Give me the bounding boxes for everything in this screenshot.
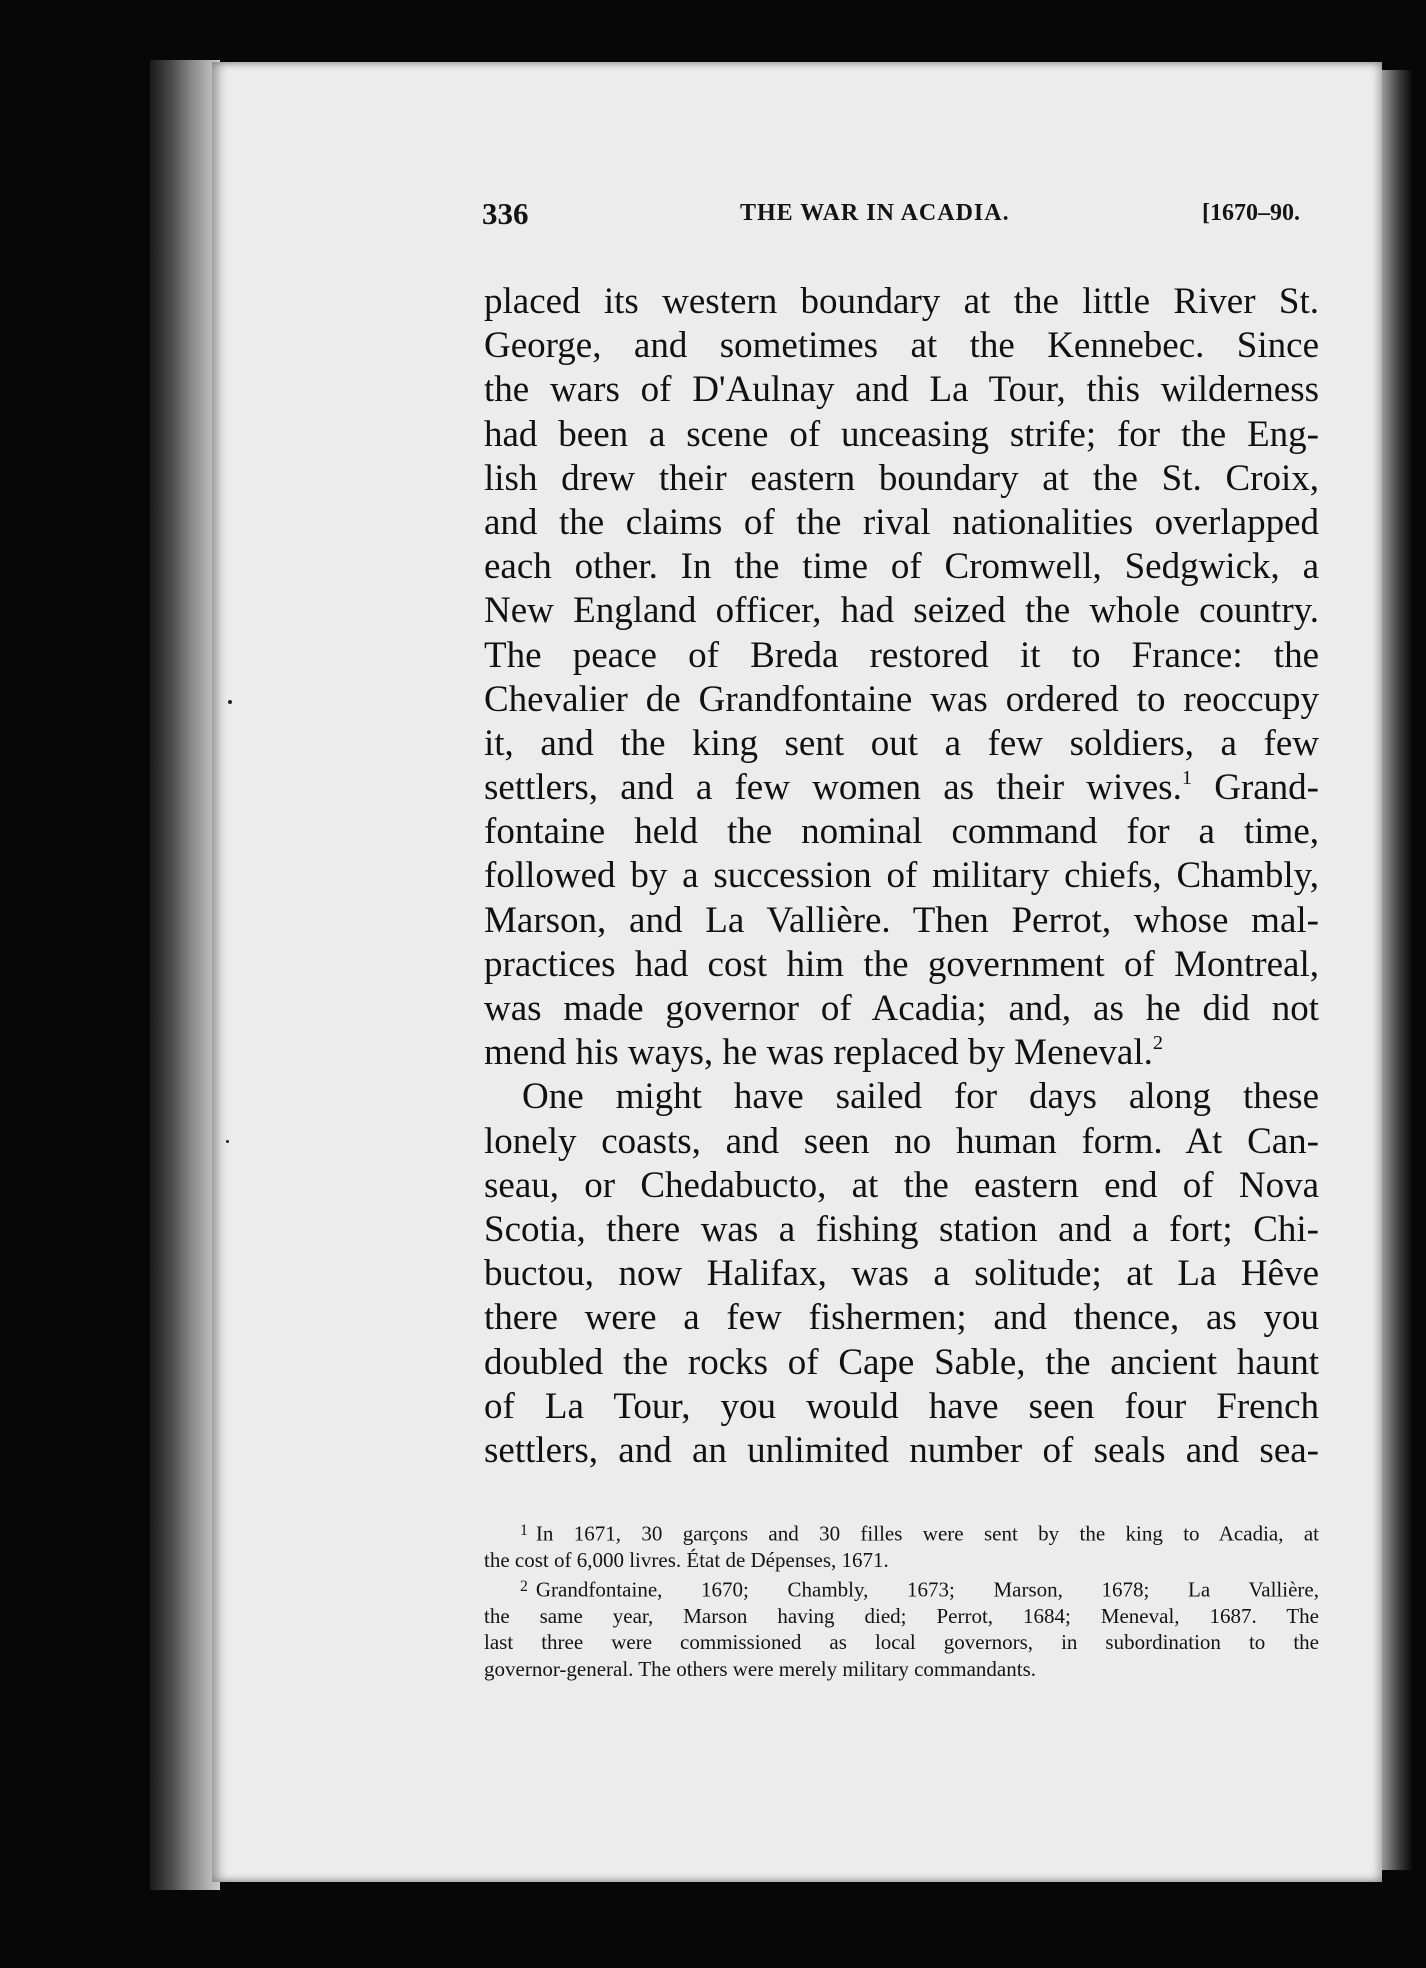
body-line-tail: Grand- [1214, 767, 1320, 809]
footnote-2-text: Grandfontaine, 1670; Chambly, 1673; Marson, 1678; La Vallière, [535, 1577, 1319, 1601]
footnote-2-line: last three were commissioned as local governors, in subordination to the [484, 1630, 1319, 1654]
body-line: each other. In the time of Cromwell, Sedgwick, a [484, 546, 1319, 588]
body-line: One might have sailed for days along these [522, 1076, 1319, 1118]
body-line-text: mend his ways, he was replaced by Meneval. [484, 1032, 1153, 1074]
body-line: seau, or Chedabucto, at the eastern end of Nova [484, 1164, 1319, 1206]
footnotes [484, 1518, 1319, 1682]
running-title: THE WAR IN ACADIA. [740, 200, 1010, 226]
body-line: buctou, now Halifax, was a solitude; at La Hêve [484, 1253, 1319, 1295]
body-line: lish drew their eastern boundary at the St. Croix, [484, 457, 1319, 499]
footnote-2-line: governor-general. The others were merely military commandants. [484, 1656, 1036, 1681]
body-line: George, and sometimes at the Kennebec. Since [484, 325, 1319, 367]
body-line: placed its western boundary at the little River St. [484, 281, 1319, 322]
body-line: Marson, and La Vallière. Then Perrot, whose mal- [484, 899, 1319, 941]
body-line: Scotia, there was a fishing station and a fort; Chi- [484, 1208, 1319, 1250]
body-line: Chevalier de Grandfontaine was ordered to reoccupy [484, 678, 1319, 720]
footnote-1-text: In 1671, 30 garçons and 30 filles were sent by the king to Acadia, at [535, 1521, 1319, 1546]
body-line: doubled the rocks of Cape Sable, the ancient haunt [484, 1341, 1319, 1383]
body-line: of La Tour, you would have seen four French [484, 1385, 1319, 1427]
body-line: The peace of Breda restored it to France: the [484, 634, 1319, 676]
footnote-2-line: the same year, Marson having died; Perrot, 1684; Meneval, 1687. The [484, 1603, 1319, 1628]
date-range: [1670–90. [1202, 200, 1300, 226]
body-line: New England officer, had seized the whole country. [484, 590, 1319, 632]
body-line: followed by a succession of military chiefs, Chambly, [484, 855, 1319, 897]
body-line: settlers, and an unlimited number of seals and sea- [484, 1429, 1319, 1471]
body-line: and the claims of the rival nationalities overlapped [484, 501, 1319, 543]
footnote-1-line: the cost of 6,000 livres. État de Dépenses, 1671. [484, 1548, 889, 1572]
scan-speck [226, 1140, 229, 1143]
body-line: it, and the king sent out a few soldiers, a few [484, 722, 1319, 764]
body-line-with-footnote-ref [484, 1031, 1319, 1075]
scan-speck [228, 700, 232, 704]
body-line: there were a few fishermen; and thence, as you [484, 1297, 1319, 1339]
footnote-2-line [484, 1574, 1319, 1603]
body-line-with-footnote-ref [484, 766, 1319, 810]
page-number: 336 [482, 196, 529, 231]
body-line: had been a scene of unceasing strife; for the Eng- [484, 413, 1319, 455]
page-right-edge-shadow [1382, 70, 1412, 1870]
footnote-ref-2: 2 [1152, 1031, 1164, 1054]
body-line: lonely coasts, and seen no human form. At Can- [484, 1120, 1319, 1162]
footnote-1-line [484, 1518, 1319, 1547]
footnote-2-marker: 2 [520, 1577, 528, 1595]
footnote-1-marker: 1 [520, 1522, 528, 1539]
footnote-ref-1: 1 [1181, 766, 1193, 789]
body-line: fontaine held the nominal command for a time, [484, 811, 1319, 853]
body-line-text: settlers, and a few women as their wives. [484, 767, 1182, 809]
body-line: was made governor of Acadia; and, as he did not [484, 988, 1319, 1029]
body-text [484, 280, 1319, 1473]
body-line: practices had cost him the government of Montreal, [484, 943, 1319, 985]
running-header [482, 196, 1300, 236]
body-line: the wars of D'Aulnay and La Tour, this wilderness [484, 369, 1319, 411]
book-binding-edge [150, 60, 220, 1890]
